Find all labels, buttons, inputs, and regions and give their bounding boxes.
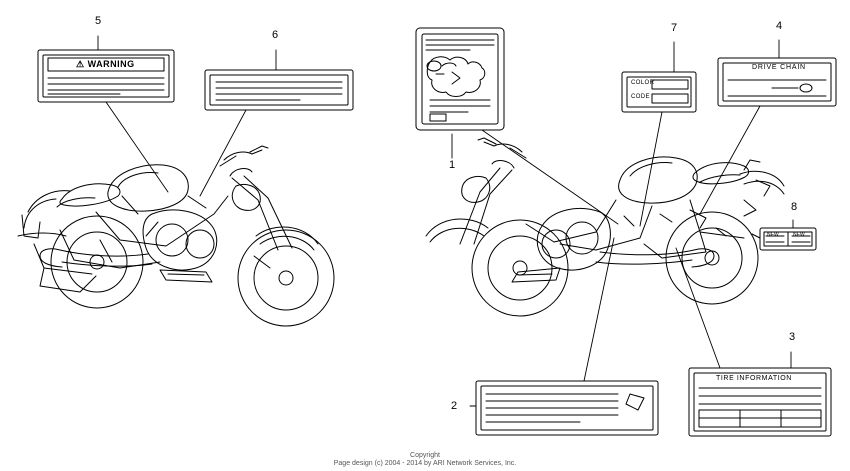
tire-information-label-text: TIRE INFORMATION — [716, 375, 792, 382]
drive-chain-label-text: DRIVE CHAIN — [752, 64, 806, 71]
callout-1 — [442, 159, 462, 171]
color-code-line1: COLOR — [631, 80, 655, 86]
callout-7 — [664, 22, 684, 34]
label-6 — [205, 70, 353, 110]
warning-triangle-icon: ⚠ — [76, 59, 85, 69]
label-5-warning — [38, 50, 174, 102]
color-code-line2: CODE — [631, 94, 650, 100]
callout-5-text: 5 — [94, 15, 102, 27]
copyright-line-2: Page design (c) 2004 - 2014 by ARI Network Services, Inc. — [333, 460, 517, 467]
callout-1-text: 1 — [448, 159, 456, 171]
callout-8-text: 8 — [790, 201, 798, 213]
tag-left-text: NEW — [767, 232, 779, 238]
label-7-color-code — [622, 72, 696, 112]
copyright-line-1: Copyright — [410, 452, 440, 459]
copyright-footer — [0, 452, 850, 468]
callout-4-text: 4 — [775, 20, 783, 32]
callout-7-text: 7 — [670, 22, 678, 34]
callout-2 — [444, 400, 464, 412]
tag-right-text: NEW — [793, 232, 805, 238]
label-2 — [476, 381, 658, 435]
callout-2-text: 2 — [450, 400, 458, 412]
label-1 — [416, 28, 504, 130]
warning-label-heading — [76, 59, 135, 70]
warning-label-text: WARNING — [87, 59, 135, 69]
callout-6-text: 6 — [271, 29, 279, 41]
callout-5 — [88, 15, 108, 27]
callout-3 — [782, 331, 802, 343]
right-motorcycle-illustration — [426, 138, 784, 316]
callout-3-text: 3 — [788, 331, 796, 343]
left-motorcycle-illustration — [18, 146, 334, 326]
callout-4 — [769, 20, 789, 32]
label-8 — [752, 228, 816, 250]
callout-8 — [784, 201, 804, 213]
callout-6 — [265, 29, 285, 41]
